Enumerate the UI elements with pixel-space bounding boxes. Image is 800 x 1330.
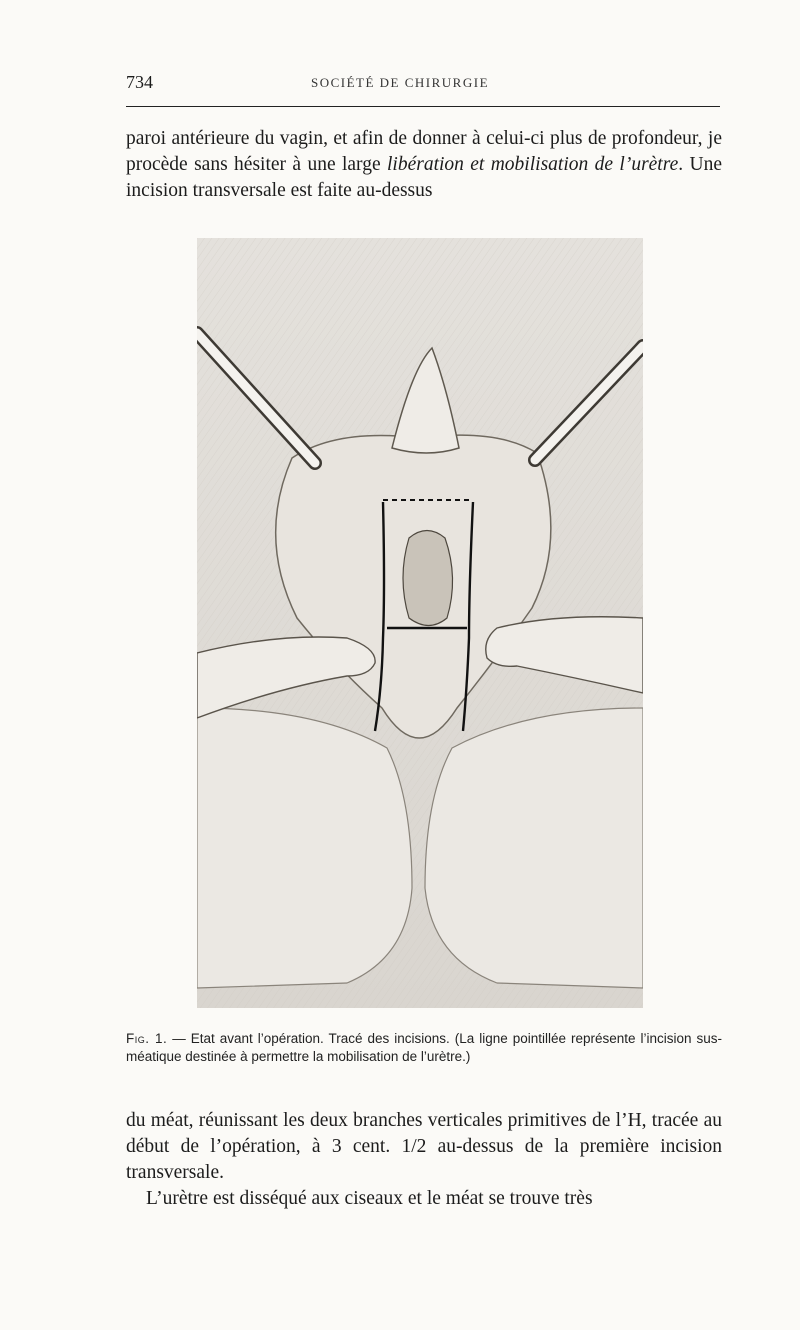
paragraph-top-italic: libération et mobilisation de l’urètre xyxy=(386,154,679,175)
paragraph-top xyxy=(126,126,722,204)
figure-illustration xyxy=(197,238,643,1008)
paragraph-top-text: paroi antérieure du vagin, et afin de donner à celui-ci plus de profondeur, je procède sans hésiter à une large xyxy=(126,128,722,175)
paragraph-top-end: . Une incision transversale est faite au-dessus xyxy=(126,154,722,201)
header-rule xyxy=(126,106,720,107)
figure-label: Fig. 1. xyxy=(126,1031,168,1046)
figure-caption-text: — Etat avant l’opération. Tracé des incisions. (La ligne pointillée représente l’incision sus-méatique destinée à permettre la mobilisation de l’urètre.) xyxy=(126,1031,723,1064)
figure-caption xyxy=(126,1030,722,1066)
paragraph-bottom-2: L’urètre est disséqué aux ciseaux et le méat se trouve très xyxy=(146,1188,593,1209)
page-number: 734 xyxy=(126,72,153,92)
paragraph-bottom-1: du méat, réunissant les deux branches verticales primitives de l’H, tracée au début de l’opération, à 3 cent. 1/2 au-dessus de la première incision transversale. xyxy=(126,1110,722,1183)
running-title: SOCIÉTÉ DE CHIRURGIE xyxy=(310,75,490,90)
surgical-illustration xyxy=(197,238,643,1008)
paragraph-bottom xyxy=(126,1108,722,1212)
